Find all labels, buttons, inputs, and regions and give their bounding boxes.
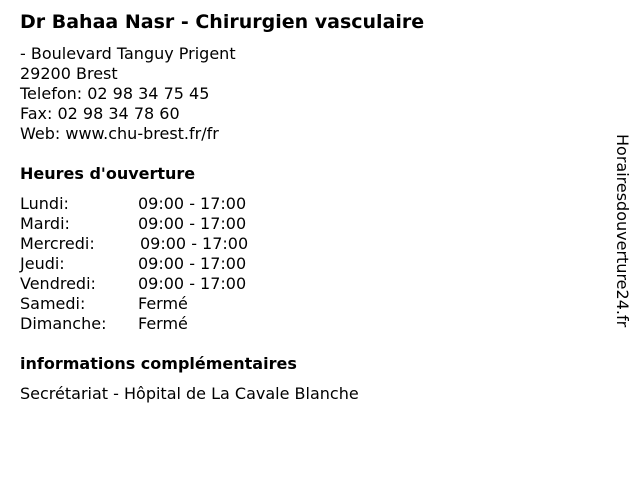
day-label: Vendredi: [20, 274, 96, 293]
website: Web: www.chu-brest.fr/fr [20, 124, 219, 143]
hours-value: Fermé [138, 314, 188, 333]
watermark-text: Horairesdouverture24.fr [613, 134, 632, 328]
hours-row-tuesday [20, 214, 320, 234]
day-label: Mardi: [20, 214, 70, 233]
hours-value: Fermé [138, 294, 188, 313]
additional-info-heading: informations complémentaires [20, 354, 297, 373]
additional-info-text: Secrétariat - Hôpital de La Cavale Blanche [20, 384, 359, 403]
opening-hours-heading: Heures d'ouverture [20, 164, 196, 183]
hours-row-sunday [20, 314, 320, 334]
hours-value: 09:00 - 17:00 [140, 234, 249, 253]
day-label: Lundi: [20, 194, 69, 213]
hours-row-monday [20, 194, 320, 214]
hours-value: 09:00 - 17:00 [138, 274, 247, 293]
hours-value: 09:00 - 17:00 [138, 194, 247, 213]
contact-block [20, 44, 236, 144]
fax-number: Fax: 02 98 34 78 60 [20, 104, 180, 123]
street-address: - Boulevard Tanguy Prigent [20, 44, 236, 63]
hours-row-thursday [20, 254, 320, 274]
hours-row-friday [20, 274, 320, 294]
opening-hours-table [20, 194, 320, 334]
page-title: Dr Bahaa Nasr - Chirurgien vasculaire [20, 11, 425, 33]
site-watermark [612, 134, 632, 370]
day-label: Jeudi: [20, 254, 65, 273]
day-label: Dimanche: [20, 314, 107, 333]
hours-row-wednesday [20, 234, 320, 254]
city-postcode: 29200 Brest [20, 64, 118, 83]
phone-number: Telefon: 02 98 34 75 45 [20, 84, 210, 103]
hours-value: 09:00 - 17:00 [138, 254, 247, 273]
day-label: Samedi: [20, 294, 86, 313]
day-label: Mercredi: [20, 234, 95, 253]
hours-value: 09:00 - 17:00 [138, 214, 247, 233]
hours-row-saturday [20, 294, 320, 314]
